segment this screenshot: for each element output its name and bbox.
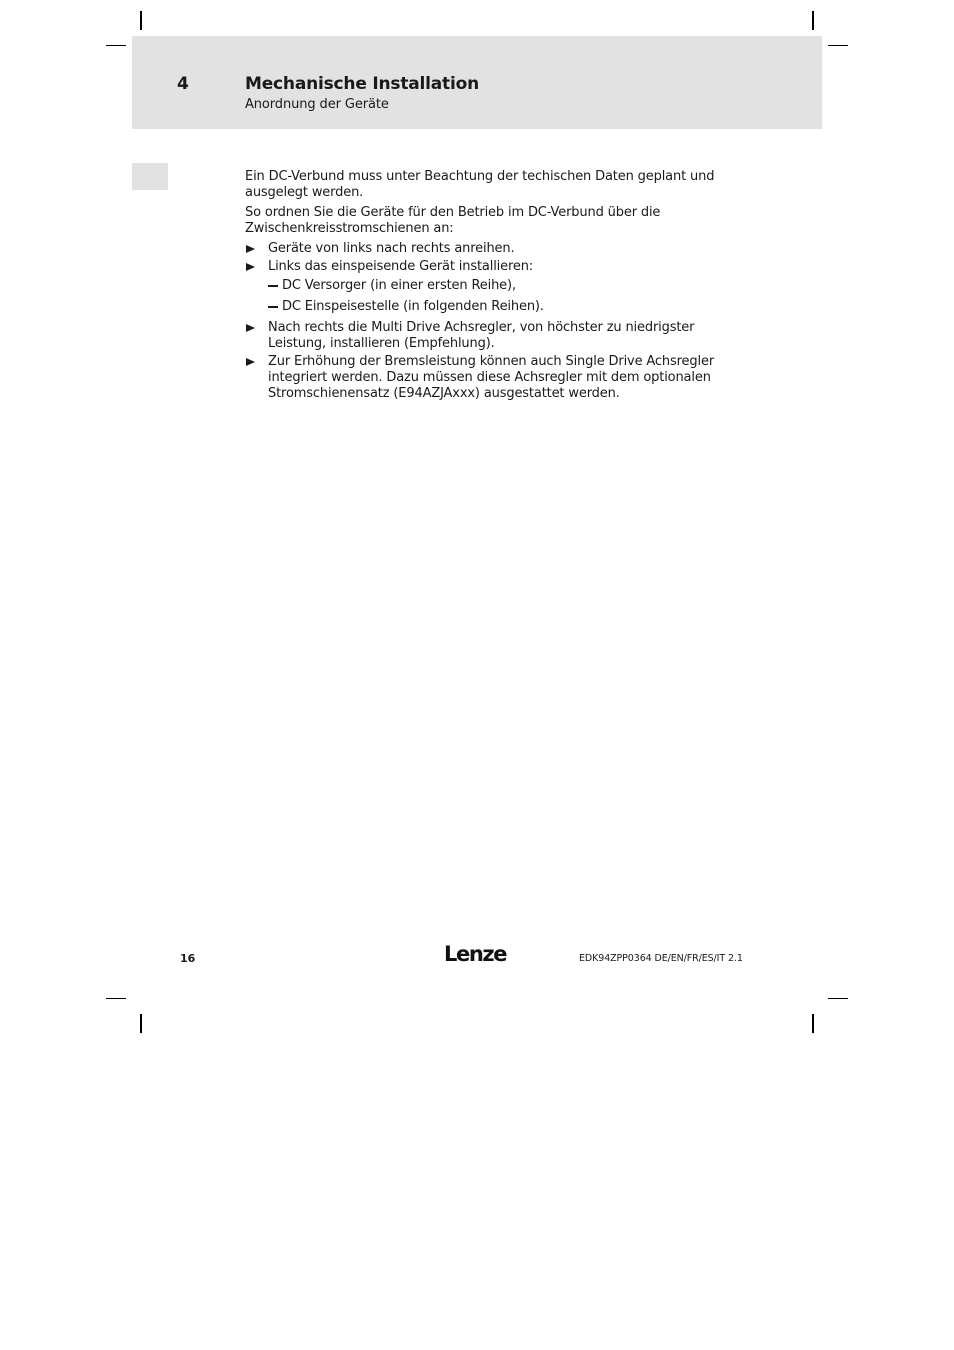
- paragraph: Ein DC-Verbund muss unter Beachtung der techischen Daten geplant und ausgelegt werden.: [245, 169, 715, 200]
- body-content: [245, 169, 745, 404]
- chapter-title: Mechanische Installation: [245, 74, 479, 94]
- sub-list-item-text: DC Einspeisestelle (in folgenden Reihen).: [282, 299, 544, 314]
- crop-mark: [106, 998, 126, 999]
- lenze-logo: Lenze: [444, 942, 507, 966]
- list-item: [245, 259, 745, 275]
- sub-list-item: [245, 278, 745, 294]
- crop-mark: [828, 998, 848, 999]
- crop-mark: [828, 45, 848, 46]
- arrow-bullet-icon: [246, 324, 255, 332]
- crop-mark: [812, 11, 814, 30]
- crop-mark: [106, 45, 126, 46]
- document-code: EDK94ZPP0364 DE/EN/FR/ES/IT 2.1: [579, 953, 743, 964]
- arrow-bullet-icon: [246, 358, 255, 366]
- chapter-subtitle: Anordnung der Geräte: [245, 97, 389, 112]
- list-item-text: Nach rechts die Multi Drive Achsregler, von höchster zu niedrigster Leistung, installieren (Empfehlung).: [268, 320, 695, 351]
- bullet-list: [245, 241, 745, 402]
- page-number: 16: [180, 952, 196, 965]
- list-item: [245, 241, 745, 257]
- crop-mark: [812, 1014, 814, 1033]
- arrow-bullet-icon: [246, 263, 255, 271]
- side-marker: [132, 163, 168, 190]
- chapter-number: 4: [177, 74, 189, 94]
- crop-mark: [140, 1014, 142, 1033]
- list-item-text: Zur Erhöhung der Bremsleistung können auch Single Drive Achsregler integriert werden. Dazu müssen diese Achsregler mit dem optionalen Stromschienensatz (E94AZJAxxx) ausgestattet werden.: [268, 354, 715, 401]
- sub-list-item: [245, 299, 745, 315]
- sub-list-item-text: DC Versorger (in einer ersten Reihe),: [282, 278, 516, 293]
- list-item: [245, 354, 745, 402]
- list-item-text: Geräte von links nach rechts anreihen.: [268, 241, 515, 256]
- dash-bullet-icon: [268, 306, 278, 308]
- arrow-bullet-icon: [246, 245, 255, 253]
- paragraph: So ordnen Sie die Geräte für den Betrieb im DC-Verbund über die Zwischenkreisstromschienen an:: [245, 205, 661, 236]
- crop-mark: [140, 11, 142, 30]
- dash-bullet-icon: [268, 285, 278, 287]
- list-item-text: Links das einspeisende Gerät installieren:: [268, 259, 534, 274]
- list-item: [245, 320, 745, 352]
